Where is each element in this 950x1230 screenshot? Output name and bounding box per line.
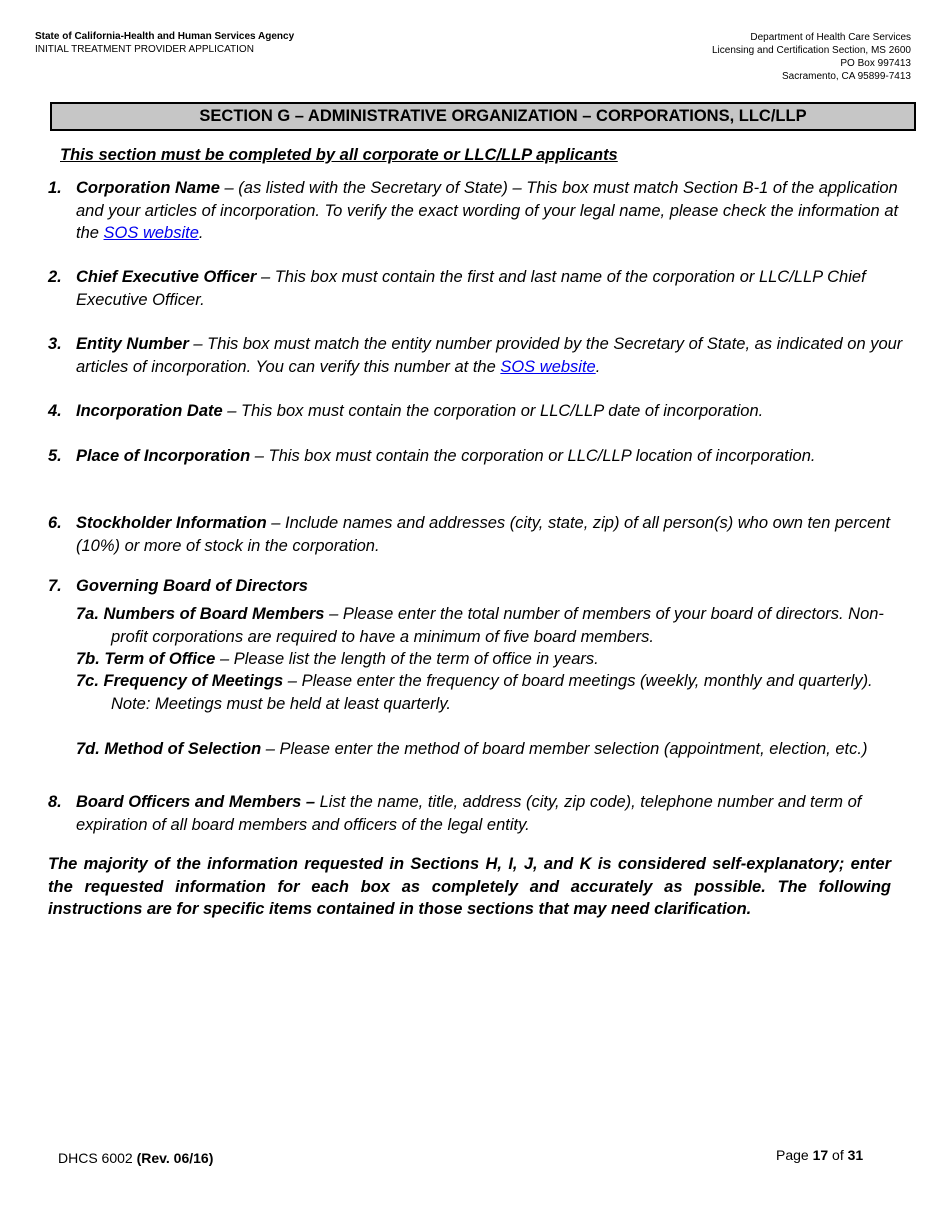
item-term: Corporation Name	[76, 179, 220, 197]
item-text: – This box must contain the corporation or LLC/LLP location of incorporation.	[250, 447, 816, 465]
item-number: 6.	[48, 514, 62, 532]
sub-item-7c	[76, 670, 886, 715]
sub-item-text: – Please enter the total number of members of your board of directors. Non-profit corporations are required to have a minimum of five board members.	[111, 605, 884, 646]
item-number: 7.	[48, 577, 62, 595]
item-term: Governing Board of Directors	[76, 577, 308, 595]
item-number: 2.	[48, 268, 62, 286]
sub-item-term: 7c. Frequency of Meetings	[76, 672, 284, 690]
item-number: 8.	[48, 793, 62, 811]
agency-name: State of California-Health and Human Services Agency	[35, 31, 295, 42]
item-text: – Include names and addresses (city, state, zip) of all person(s) who own ten percent (10%) or more of stock in the corporation.	[76, 514, 891, 555]
sub-item-7b	[76, 648, 886, 671]
instruction-item-3	[48, 333, 908, 378]
form-title: INITIAL TREATMENT PROVIDER APPLICATION	[35, 44, 254, 55]
item-text: – This box must match the entity number provided by the Secretary of State, as indicated on your articles of incorporation. You can verify this number at the	[76, 335, 903, 376]
revision-date: (Rev. 06/16)	[136, 1150, 214, 1166]
item-term: Incorporation Date	[76, 402, 223, 420]
page-label: Page	[776, 1147, 813, 1163]
item-text: List the name, title, address (city, zip code), telephone number and term of expiration of all board members and officers of the legal entity.	[76, 793, 862, 834]
sub-item-text: – Please enter the frequency of board meetings (weekly, monthly and quarterly). Note: Meetings must be held at least quarterly.	[111, 672, 873, 713]
section-title: SECTION G – ADMINISTRATIVE ORGANIZATION – CORPORATIONS, LLC/LLP	[50, 102, 916, 131]
form-number	[58, 1150, 213, 1166]
department-address	[712, 31, 911, 83]
sub-item-text: – Please list the length of the term of office in years.	[215, 650, 599, 668]
item-number: 3.	[48, 335, 62, 353]
instruction-item-5	[48, 445, 908, 468]
item-number: 1.	[48, 179, 62, 197]
header-left	[35, 30, 294, 56]
instruction-item-4	[48, 400, 908, 423]
dept-line: Department of Health Care Services	[750, 32, 911, 43]
dept-line: PO Box 997413	[840, 58, 911, 69]
page-number	[776, 1147, 863, 1163]
sub-item-7a	[76, 603, 886, 648]
section-intro: This section must be completed by all corporate or LLC/LLP applicants	[60, 146, 618, 164]
item-number: 4.	[48, 402, 62, 420]
instruction-item-2	[48, 266, 908, 311]
page-of: of	[828, 1147, 848, 1163]
dept-line: Sacramento, CA 95899-7413	[782, 71, 911, 82]
dept-line: Licensing and Certification Section, MS 2600	[711, 45, 911, 56]
sub-item-text: – Please enter the method of board member selection (appointment, election, etc.)	[261, 740, 868, 758]
item-term: Entity Number	[76, 335, 189, 353]
instruction-item-7	[48, 575, 908, 598]
instruction-item-8	[48, 791, 908, 836]
closing-paragraph: The majority of the information requested in Sections H, I, J, and K is considered self-explanatory; enter the requested information for each box as completely and accurately as possible. The following instructions are for specific items contained in those sections that may need clarification.	[48, 855, 891, 918]
form-id: DHCS 6002	[58, 1150, 137, 1166]
item-text: – This box must contain the corporation or LLC/LLP date of incorporation.	[222, 402, 764, 420]
sub-item-term: 7a. Numbers of Board Members	[76, 605, 325, 623]
item-number: 5.	[48, 447, 62, 465]
sos-website-link[interactable]: SOS website	[103, 224, 199, 242]
sub-item-7d	[76, 738, 886, 761]
page-total: 31	[847, 1147, 864, 1163]
item-text-end: .	[595, 357, 601, 376]
sub-item-term: 7d. Method of Selection	[76, 740, 262, 758]
instruction-item-1	[48, 177, 908, 245]
sub-item-term: 7b. Term of Office	[76, 650, 216, 668]
item-text: – This box must contain the first and last name of the corporation or LLC/LLP Chief Executive Officer.	[76, 268, 866, 309]
item-term: Place of Incorporation	[76, 447, 251, 465]
item-text-end: .	[198, 224, 204, 242]
item-term: Board Officers and Members –	[76, 793, 316, 811]
sos-website-link[interactable]: SOS website	[500, 357, 596, 376]
item-text: – (as listed with the Secretary of State) – This box must match Section B-1 of the application and your articles of incorporation. To verify the exact wording of your legal name, please check the information at the	[76, 179, 899, 242]
instruction-item-6	[48, 512, 908, 557]
item-term: Stockholder Information	[76, 514, 267, 532]
page-current: 17	[812, 1147, 829, 1163]
item-term: Chief Executive Officer	[76, 268, 257, 286]
